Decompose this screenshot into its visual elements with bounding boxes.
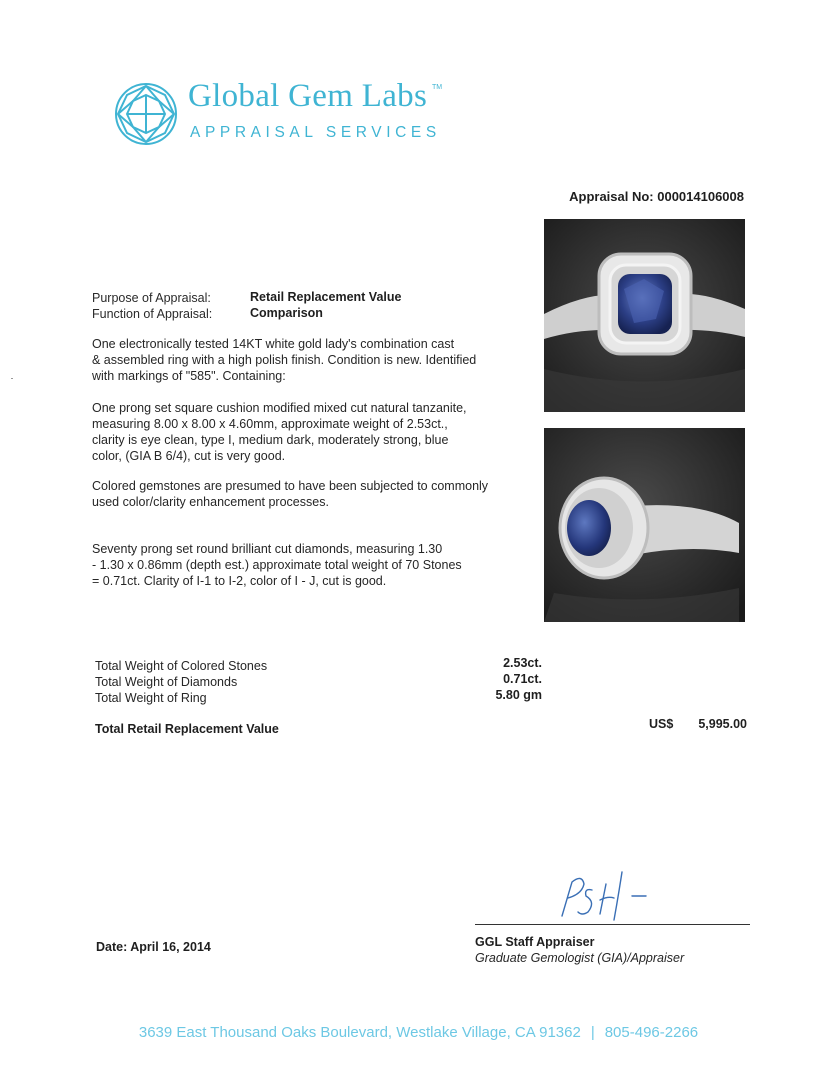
footer-address: 3639 East Thousand Oaks Boulevard, Westlake Village, CA 91362 [138, 1024, 581, 1041]
company-subtitle: APPRAISAL SERVICES [190, 124, 441, 141]
gem-diamond-icon [113, 81, 179, 147]
company-name: Global Gem Labs [188, 78, 428, 114]
function-value: Comparison [250, 306, 323, 320]
paragraph-line: clarity is eye clean, type I, medium dark, moderately strong, blue [92, 433, 449, 447]
total-value-label: Total Retail Replacement Value [95, 722, 279, 736]
ring-photo-side [544, 428, 745, 622]
ring-photo-top [544, 219, 745, 412]
paragraph-line: One electronically tested 14KT white gold lady's combination cast [92, 337, 455, 351]
total-amount: 5,995.00 [698, 717, 747, 731]
appraiser-title: GGL Staff Appraiser [475, 935, 595, 949]
footer-phone: 805-496-2266 [604, 1024, 699, 1041]
scan-speck [11, 378, 13, 379]
paragraph-line: Colored gemstones are presumed to have been subjected to commonly [92, 479, 489, 493]
footer-contact [0, 1024, 837, 1041]
purpose-label: Purpose of Appraisal: [92, 291, 211, 305]
total-ring-weight-label: Total Weight of Ring [95, 691, 207, 705]
total-colored-stones-label: Total Weight of Colored Stones [95, 659, 268, 673]
total-ring-weight-value: 5.80 gm [495, 688, 542, 702]
appraiser-credentials: Graduate Gemologist (GIA)/Appraiser [475, 951, 685, 965]
paragraph-line: used color/clarity enhancement processes. [92, 495, 329, 509]
total-diamonds-value: 0.71ct. [503, 672, 542, 686]
ring-description [92, 336, 532, 384]
footer-separator: | [590, 1024, 595, 1041]
paragraph-line: = 0.71ct. Clarity of I-1 to I-2, color of I - J, cut is good. [92, 574, 387, 588]
total-colored-stones-value: 2.53ct. [503, 656, 542, 670]
purpose-value: Retail Replacement Value [250, 290, 402, 304]
paragraph-line: One prong set square cushion modified mixed cut natural tanzanite, [92, 401, 467, 415]
trademark-mark: TM [432, 84, 443, 91]
total-diamonds-label: Total Weight of Diamonds [95, 675, 238, 689]
appraisal-date: Date: April 16, 2014 [96, 940, 211, 954]
appraisal-number: Appraisal No: 000014106008 [569, 189, 744, 204]
paragraph-line: Seventy prong set round brilliant cut diamonds, measuring 1.30 [92, 542, 443, 556]
paragraph-line: with markings of "585". Containing: [92, 369, 286, 383]
paragraph-line: measuring 8.00 x 8.00 x 4.60mm, approximate weight of 2.53ct., [92, 417, 448, 431]
tanzanite-description [92, 400, 532, 464]
function-label: Function of Appraisal: [92, 307, 213, 321]
appraiser-signature [548, 868, 658, 928]
signature-line [475, 924, 750, 925]
enhancement-note [92, 478, 532, 510]
diamonds-description [92, 541, 532, 589]
total-currency: US$ [649, 717, 674, 731]
paragraph-line: & assembled ring with a high polish finish. Condition is new. Identified [92, 353, 477, 367]
paragraph-line: color, (GIA B 6/4), cut is very good. [92, 449, 286, 463]
paragraph-line: - 1.30 x 0.86mm (depth est.) approximate total weight of 70 Stones [92, 558, 462, 572]
